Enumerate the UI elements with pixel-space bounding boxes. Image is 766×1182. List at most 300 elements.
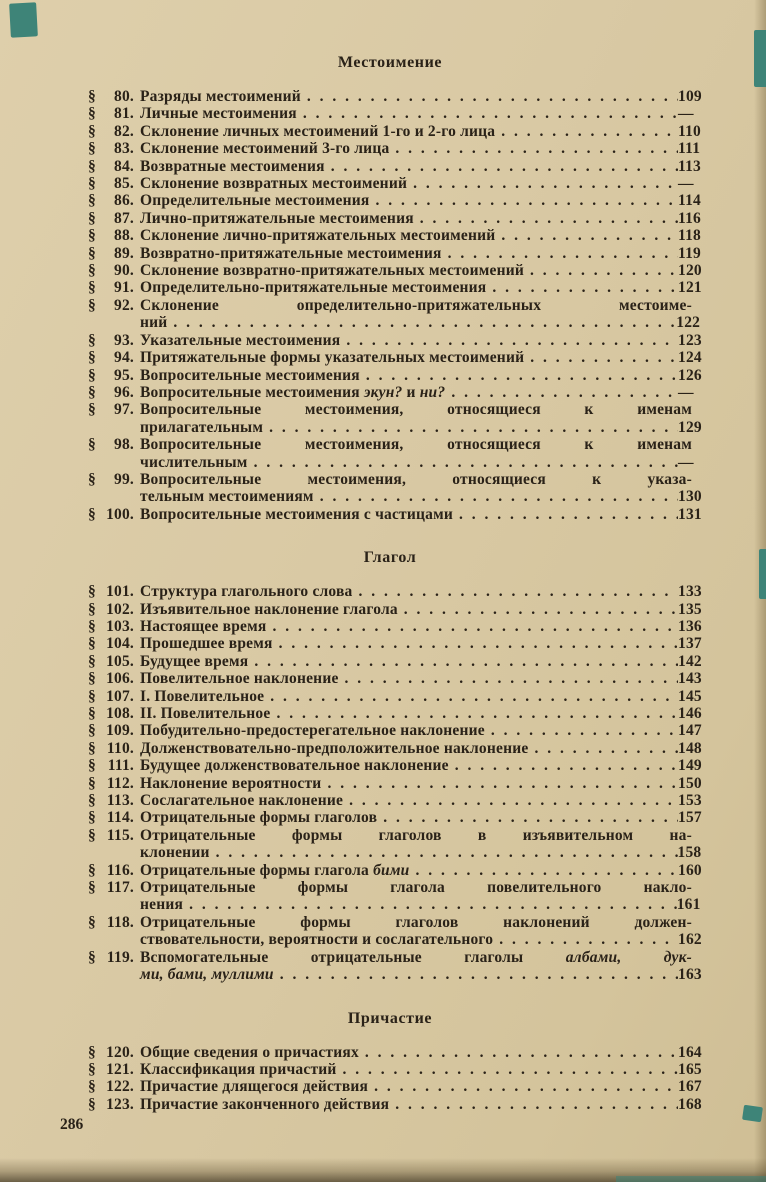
entry-title: [140, 227, 495, 244]
entry-number: [88, 401, 134, 418]
entry-title-part: Вспомогательные отрицательные глаголы: [140, 948, 566, 966]
entry-page-number: 114: [678, 192, 701, 210]
entry-title: [140, 1061, 337, 1078]
entry-body: [140, 366, 702, 384]
entry-body: [140, 774, 702, 792]
toc-entry: [88, 1043, 702, 1061]
dot-leader: [369, 192, 678, 209]
entry-number: [88, 262, 134, 279]
entry-title: [140, 670, 339, 687]
dot-leader: [409, 862, 678, 879]
entry-body: [140, 157, 701, 175]
entry-line-final: [140, 279, 702, 297]
entry-num-text: 84.: [114, 157, 134, 175]
entry-line-final: [140, 844, 702, 862]
dot-leader: [485, 722, 678, 739]
entry-title: [140, 349, 524, 366]
entry-num-text: 114.: [106, 809, 134, 827]
dot-leader: [297, 105, 678, 122]
dot-leader: [377, 809, 678, 826]
paragraph-mark: §: [88, 349, 96, 367]
toc-entry: [88, 600, 702, 618]
entry-line-final: [140, 966, 702, 984]
entry-title-part: Настоящее время: [140, 617, 267, 635]
entry-body: [140, 122, 701, 140]
paragraph-mark: §: [88, 209, 96, 227]
paragraph-mark: §: [88, 279, 96, 297]
dot-leader: [368, 1078, 678, 1095]
entry-body: [140, 826, 702, 862]
entry-number: [88, 1044, 134, 1061]
toc-entry: [88, 792, 702, 810]
paragraph-mark: §: [88, 470, 96, 488]
entry-num-text: 122.: [106, 1078, 134, 1096]
entry-number: [88, 688, 134, 705]
toc-entry: [88, 739, 702, 757]
entry-body: [140, 209, 701, 227]
entry-body: [140, 105, 692, 122]
paragraph-mark: §: [88, 722, 96, 740]
entry-title-part: Вопросительные местоимения: [140, 366, 360, 384]
entry-title: [140, 966, 274, 983]
entry-title-part: I. Повелительное: [140, 687, 265, 705]
paragraph-mark: §: [88, 192, 96, 210]
entry-title-part: и: [402, 383, 420, 401]
entry-title: [140, 1044, 359, 1061]
entry-title-part: прилагательным: [140, 418, 264, 436]
entry-title: [140, 384, 445, 401]
entry-page-number: 158: [677, 844, 702, 862]
dot-leader: [301, 88, 678, 105]
paragraph-mark: §: [88, 792, 96, 810]
entry-page-number: 145: [678, 687, 702, 705]
entry-body: [140, 384, 692, 401]
entry-number: [88, 670, 134, 687]
toc-entry: [88, 209, 701, 227]
entry-line-wrap: [140, 827, 692, 844]
entry-title-part: клонении: [140, 844, 210, 862]
entry-title: [140, 192, 369, 209]
entry-title-part: Общие сведения о причастиях: [140, 1043, 359, 1061]
dot-leader: [273, 635, 678, 652]
entry-title: [140, 583, 353, 600]
entry-page-number: 113: [678, 157, 701, 175]
page-number: 286: [60, 1116, 84, 1133]
entry-number: [88, 471, 134, 488]
entry-title: [140, 105, 297, 122]
entry-page-number: 131: [678, 505, 702, 523]
entry-page-number: 119: [678, 244, 701, 262]
entry-page-number: 160: [678, 861, 702, 879]
entry-line-final: [140, 687, 702, 705]
paragraph-mark: §: [88, 140, 96, 158]
entry-title-part: Прошедшее время: [140, 635, 273, 653]
entry-line-final: [140, 192, 701, 210]
entry-title: [140, 757, 449, 774]
entry-line-final: [140, 157, 701, 175]
paragraph-mark: §: [88, 331, 96, 349]
entry-title: [140, 1078, 368, 1095]
entry-line-final: [140, 617, 702, 635]
entry-line-final: [140, 140, 701, 158]
entry-title-part: Определительно-притяжательные местоимения: [140, 279, 487, 297]
entry-title: [140, 601, 398, 618]
entry-num-text: 116.: [106, 861, 134, 879]
entry-title: [140, 279, 486, 296]
entry-body: [140, 670, 702, 688]
entry-title: [140, 314, 167, 331]
entry-title-part: Побудительно-предостерегательное наклонение: [140, 722, 485, 740]
entry-page-number: 157: [678, 809, 702, 827]
entry-title-part: Причастие законченного действия: [140, 1095, 390, 1113]
paragraph-mark: §: [88, 879, 96, 897]
entry-body: [140, 913, 702, 949]
entry-title-part: Вопросительные местоимения, относящиеся к указа-: [140, 470, 692, 488]
entry-num-text: 88.: [114, 227, 134, 245]
entry-body: [140, 583, 702, 601]
entry-body: [140, 617, 702, 635]
scan-artifact-bottom-edge: [616, 1176, 766, 1182]
entry-number: [88, 506, 134, 523]
entry-number: [88, 1096, 134, 1113]
entry-title-part: Указательные местоимения: [140, 331, 341, 349]
entry-line-final: [140, 896, 701, 914]
entry-number: [88, 88, 134, 105]
entry-body: [140, 1060, 702, 1078]
entry-title-part: Вопросительные местоимения, относящиеся к именам: [140, 401, 692, 419]
entry-title: [140, 158, 325, 175]
entry-number: [88, 297, 134, 314]
entry-num-text: 109.: [106, 722, 134, 740]
entry-body: [140, 879, 701, 914]
toc-entry: [88, 401, 702, 436]
entry-line-final: [140, 1078, 702, 1096]
toc-entry: [88, 670, 702, 688]
entry-body: [140, 705, 702, 722]
toc-entry: [88, 384, 692, 401]
entry-page-number: 153: [678, 792, 702, 810]
toc-entry: [88, 262, 702, 280]
entry-line-final: [140, 583, 702, 601]
entry-page-number: 111: [678, 140, 701, 158]
entry-number: [88, 332, 134, 349]
entry-num-text: 118.: [106, 913, 134, 931]
entry-line-wrap: [140, 949, 692, 966]
toc-entry: [88, 227, 701, 245]
toc-entry: [88, 1060, 702, 1078]
entry-line-final: [140, 1095, 702, 1113]
entry-line-final: [140, 635, 702, 653]
entry-num-text: 103.: [106, 617, 134, 635]
entry-num-text: 93.: [114, 331, 134, 349]
entry-line-wrap: [140, 401, 692, 418]
paragraph-mark: §: [88, 705, 96, 722]
paragraph-mark: §: [88, 861, 96, 879]
entry-title: [140, 775, 321, 792]
paragraph-mark: §: [88, 366, 96, 384]
entry-number: [88, 1078, 134, 1095]
entry-body: [140, 505, 702, 523]
entry-page-number: 110: [678, 122, 701, 140]
entry-line-final: [140, 670, 702, 688]
entry-number: [88, 158, 134, 175]
entry-title-part: Склонение местоимений 3-го лица: [140, 140, 390, 158]
entry-page-number: —: [678, 175, 694, 193]
entry-number: [88, 775, 134, 792]
entry-number: [88, 653, 134, 670]
entry-body: [140, 401, 702, 436]
entry-line-final: [140, 175, 692, 192]
entry-number: [88, 367, 134, 384]
paragraph-mark: §: [88, 826, 96, 844]
entry-title: [140, 297, 692, 314]
entry-body: [140, 1095, 702, 1113]
entry-body: [140, 687, 702, 705]
entry-num-text: 117.: [106, 879, 134, 897]
entry-number: [88, 384, 134, 401]
toc-entry: [88, 470, 702, 506]
entry-title-part: Склонение возвратных местоимений: [140, 175, 408, 193]
toc-entry: [88, 296, 701, 332]
entry-num-text: 87.: [114, 209, 134, 227]
toc-entry: [88, 757, 702, 775]
entry-body: [140, 739, 702, 757]
toc-entry: [88, 331, 702, 349]
entry-line-final: [140, 227, 701, 245]
entry-num-text: 111.: [107, 757, 134, 775]
paragraph-mark: §: [88, 1078, 96, 1096]
entry-line-final: [140, 122, 701, 140]
entry-number: [88, 1061, 134, 1078]
entry-title: [140, 792, 343, 809]
entry-body: [140, 1078, 702, 1096]
entry-line-final: [140, 88, 702, 105]
entry-page-number: 118: [678, 227, 701, 245]
entry-title-part: Наклонение вероятности: [140, 774, 322, 792]
entry-number: [88, 601, 134, 618]
entry-title-part: Долженствовательно-предположительное наклонение: [140, 739, 529, 757]
entry-num-text: 100.: [106, 505, 134, 523]
entry-title: [140, 844, 210, 861]
entry-page-number: 130: [678, 488, 702, 506]
entry-num-text: 97.: [114, 401, 134, 419]
entry-title-part: Склонение определительно-притяжательных местоиме-: [140, 296, 692, 314]
entry-body: [140, 600, 702, 618]
dot-leader: [266, 618, 678, 635]
entry-title: [140, 1096, 389, 1113]
dot-leader: [389, 1096, 678, 1113]
entry-number: [88, 792, 134, 809]
entry-title: [140, 454, 248, 471]
toc-entry: [88, 244, 701, 262]
entry-title-part: Вопросительные местоимения с частицами: [140, 505, 453, 523]
entry-number: [88, 914, 134, 931]
entry-title-part: Будущее долженствовательное наклонение: [140, 757, 449, 775]
entry-title-part: Возвратные местоимения: [140, 157, 325, 175]
entry-page-number: 122: [676, 314, 701, 332]
toc-entry: [88, 105, 692, 122]
scan-artifact-bottom-right: [742, 1105, 763, 1122]
entry-body: [140, 296, 701, 332]
entry-line-wrap: [140, 879, 692, 896]
toc-entry: [88, 157, 701, 175]
entry-body: [140, 1043, 702, 1061]
entry-title: [140, 367, 360, 384]
entry-line-final: [140, 809, 702, 827]
entry-title-part: Склонение возвратно-притяжательных местоимений: [140, 262, 524, 280]
entry-body: [140, 861, 702, 879]
entry-number: [88, 210, 134, 227]
toc-entry: [88, 705, 702, 722]
entry-title: [140, 419, 263, 436]
entry-body: [140, 722, 702, 740]
entry-title: [140, 401, 692, 418]
entry-title-part: Разряды местоимений: [140, 88, 301, 105]
entry-line-wrap: [140, 914, 692, 931]
entry-title-part: Определительные местоимения: [140, 192, 370, 210]
entry-page-number: 164: [678, 1043, 702, 1061]
section-heading: Причастие: [347, 1009, 433, 1027]
entry-number: [88, 123, 134, 140]
entry-title-italic-part: бими: [373, 861, 410, 879]
entry-title-part: Отрицательные формы глаголов в изъявительном на-: [140, 826, 692, 844]
entry-body: [140, 331, 702, 349]
toc-entry: [88, 175, 692, 192]
entry-title: [140, 506, 453, 523]
entry-title-italic-part: ни?: [419, 383, 446, 401]
dot-leader: [270, 705, 678, 722]
entry-title: [140, 471, 692, 488]
entry-number: [88, 757, 134, 774]
entry-title-part: Вопросительные местоимения, относящиеся к именам: [140, 436, 692, 454]
toc-entry: [88, 1095, 702, 1113]
entry-page-number: 163: [678, 966, 702, 984]
dot-leader: [359, 1044, 678, 1061]
entry-page-number: 135: [678, 600, 702, 618]
entry-title: [140, 809, 377, 826]
entry-number: [88, 245, 134, 262]
entry-line-final: [140, 331, 702, 349]
entry-page-number: 126: [678, 366, 702, 384]
entry-num-text: 95.: [114, 366, 134, 384]
entry-page-number: 129: [678, 418, 702, 436]
paragraph-mark: §: [88, 774, 96, 792]
entry-number: [88, 583, 134, 600]
entry-page-number: 165: [678, 1060, 702, 1078]
dot-leader: [321, 775, 678, 792]
paragraph-mark: §: [88, 401, 96, 419]
entry-body: [140, 192, 701, 210]
entry-title: [140, 262, 524, 279]
entry-line-final: [140, 792, 702, 810]
entry-body: [140, 652, 702, 670]
toc-entry: [88, 349, 702, 367]
entry-line-final: [140, 349, 702, 367]
entry-line-final: [140, 418, 702, 436]
paragraph-mark: §: [88, 436, 96, 454]
entry-title: [140, 827, 692, 844]
entry-line-final: [140, 262, 702, 280]
dot-leader: [274, 966, 678, 983]
entry-title: [140, 705, 270, 722]
paragraph-mark: §: [88, 809, 96, 827]
entry-num-text: 99.: [114, 470, 134, 488]
paragraph-mark: §: [88, 122, 96, 140]
dot-leader: [445, 384, 678, 401]
entry-num-text: 83.: [114, 140, 134, 158]
entry-title: [140, 210, 414, 227]
entry-title-part: II. Повелительное: [140, 705, 271, 722]
entry-line-final: [140, 505, 702, 523]
toc-entry: [88, 948, 702, 984]
scan-artifact-top-right: [754, 30, 766, 87]
entry-title-part: Отрицательные формы глагола: [140, 861, 374, 879]
entry-number: [88, 862, 134, 879]
entry-num-text: 105.: [106, 652, 134, 670]
entry-num-text: 86.: [114, 192, 134, 210]
paragraph-mark: §: [88, 948, 96, 966]
entry-num-text: 104.: [106, 635, 134, 653]
entry-num-text: 123.: [106, 1095, 134, 1113]
entry-body: [140, 470, 702, 506]
entry-line-wrap: [140, 436, 692, 453]
entry-title-part: Вопросительные местоимения: [140, 383, 364, 401]
entry-page-number: 120: [678, 262, 702, 280]
entry-title-part: Причастие длящегося действия: [140, 1078, 369, 1096]
entry-page-number: 147: [678, 722, 702, 740]
entry-title-part: Личные местоимения: [140, 105, 297, 123]
entry-line-final: [140, 366, 702, 384]
entry-title: [140, 740, 528, 757]
entry-title: [140, 332, 340, 349]
entry-num-text: 110.: [106, 739, 134, 757]
entry-num-text: 106.: [106, 670, 134, 688]
toc-entry: [88, 122, 701, 140]
entry-title-part: Изъявительное наклонение глагола: [140, 600, 398, 618]
dot-leader: [248, 454, 678, 471]
paragraph-mark: §: [88, 1043, 96, 1061]
entry-number: [88, 105, 134, 122]
entry-title-italic-part: албами, дук-: [565, 948, 692, 966]
entry-body: [140, 279, 702, 297]
entry-title: [140, 175, 407, 192]
entry-num-text: 101.: [106, 583, 134, 601]
entry-num-text: 120.: [106, 1043, 134, 1061]
toc-entry: [88, 140, 701, 158]
entry-num-text: 96.: [114, 383, 134, 401]
dot-leader: [414, 210, 678, 227]
toc-entry: [88, 809, 702, 827]
toc-entry: [88, 635, 702, 653]
entry-page-number: 149: [678, 757, 702, 775]
entry-page-number: 124: [678, 349, 702, 367]
entry-body: [140, 436, 692, 471]
dot-leader: [486, 279, 678, 296]
entry-title-part: ний: [140, 314, 168, 332]
entry-number: [88, 879, 134, 896]
entry-page-number: 109: [678, 88, 702, 105]
paragraph-mark: §: [88, 600, 96, 618]
entry-title: [140, 653, 248, 670]
paragraph-mark: §: [88, 617, 96, 635]
dot-leader: [495, 227, 678, 244]
entry-num-text: 98.: [114, 436, 134, 454]
entry-number: [88, 705, 134, 722]
entry-num-text: 113.: [106, 792, 134, 810]
entry-number: [88, 722, 134, 739]
entry-title-italic-part: ми, бами, муллими: [140, 966, 274, 984]
entry-title-italic-part: экун?: [363, 383, 403, 401]
